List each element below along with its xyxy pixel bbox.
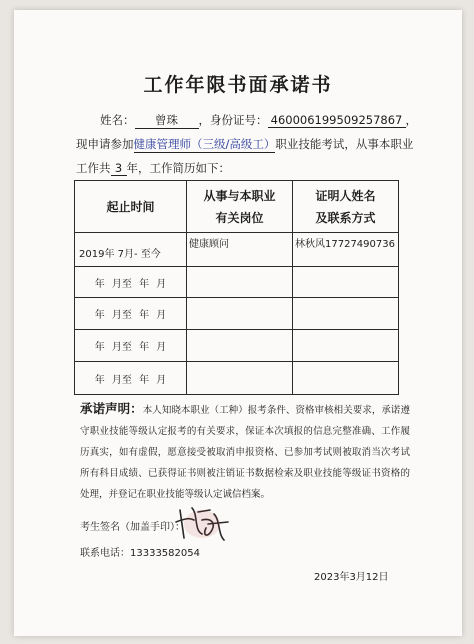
row-contact: [293, 298, 399, 330]
row-time: 年 月至 年 月: [75, 330, 187, 362]
table-row: [75, 362, 399, 395]
intro-prefix: 现申请参加: [76, 137, 134, 151]
exam-name: 健康管理师（三级/高级工）: [133, 137, 276, 151]
phone-line: [80, 544, 200, 559]
name-id-line: 姓名： 曾珠 ，身份证号： 460006199509257867 ，: [100, 113, 417, 127]
declaration: [80, 398, 410, 505]
table-row: [75, 298, 399, 330]
row-contact: 林秋风17727490736: [293, 233, 399, 267]
row-position: [187, 362, 293, 395]
table-row: [75, 330, 399, 362]
declaration-heading: 承诺声明：: [80, 401, 143, 416]
row-position: [187, 298, 293, 330]
header-contact: 证明人姓名 及联系方式: [293, 181, 399, 233]
years-value: 3: [111, 161, 127, 176]
intro-suffix: 职业技能考试，从事本职业: [275, 137, 414, 151]
row-position: 健康顾问: [187, 233, 293, 267]
header-position: 从事与本职业 有关岗位: [187, 181, 293, 233]
signature-label: 考生签名（加盖手印）：: [80, 522, 185, 533]
name-label: 姓名：: [100, 113, 135, 127]
row-contact: [293, 267, 399, 298]
table-header-row: [75, 181, 399, 233]
row-position: [187, 330, 293, 362]
years-suffix: 年，工作简历如下：: [126, 161, 230, 175]
row-time: 年 月至 年 月: [75, 267, 187, 298]
header-time: 起止时间: [75, 181, 187, 233]
years-line: [76, 160, 230, 176]
table-row: [75, 267, 399, 298]
id-number-value: 460006199509257867: [268, 113, 406, 128]
row-time: 2019年 7月- 至今: [75, 233, 187, 267]
row-time: 年 月至 年 月: [75, 362, 187, 395]
document-page: [14, 10, 462, 636]
row-contact: [293, 362, 399, 395]
table-row: [75, 233, 399, 267]
phone-label: 联系电话：: [80, 548, 130, 559]
id-label: ，身份证号：: [198, 113, 268, 127]
row-contact: [293, 330, 399, 362]
sign-date: 2023年3月12日: [314, 572, 389, 583]
years-prefix: 工作共: [76, 161, 111, 175]
phone-value: 13333582054: [130, 548, 200, 559]
intro-line: [76, 136, 413, 153]
row-time: 年 月至 年 月: [75, 298, 187, 330]
declaration-body: 本人知晓本职业（工种）报考条件、资格审核相关要求，承诺遵守职业技能等级认定报考的有关要求，保证本次填报的信息完整准确、工作履历真实，如有虚假，愿意接受被取消申报资格、已参加考试则被取消当次考试所有科目成绩、已获得证书则被注销证书数据检索及职业技能等级证书资格的处理，并登记在职业技能等级认定诚信档案。: [80, 405, 410, 500]
document-title: 工作年限书面承诺书: [143, 74, 333, 96]
work-history-table: [74, 180, 399, 395]
handwritten-signature: [172, 500, 232, 546]
name-value: 曾珠: [135, 112, 199, 129]
row-position: [187, 267, 293, 298]
